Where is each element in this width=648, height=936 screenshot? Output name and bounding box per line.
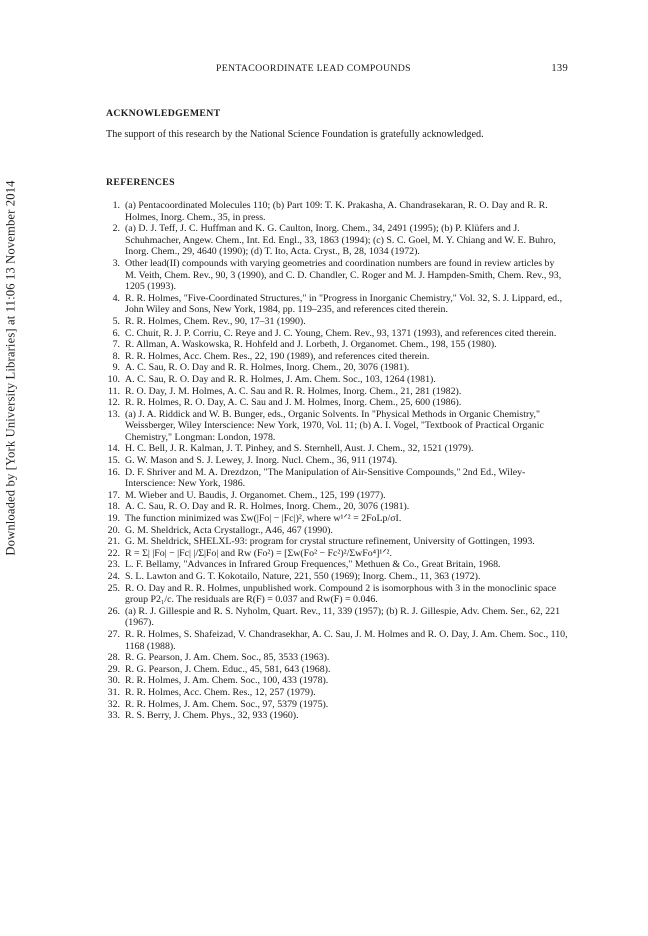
reference-number: 20. (107, 524, 120, 536)
reference-number: 30. (107, 675, 120, 687)
reference-text: R. G. Pearson, J. Am. Chem. Soc., 85, 3533 (1963). (125, 652, 330, 664)
reference-item (106, 652, 568, 664)
reference-number: 22. (107, 547, 120, 559)
reference-number: 18. (107, 501, 120, 513)
reference-text: A. C. Sau, R. O. Day and R. R. Holmes, Inorg. Chem., 20, 3076 (1981). (125, 362, 410, 374)
running-head (106, 63, 568, 77)
reference-item (106, 328, 568, 340)
reference-number: 14. (107, 443, 120, 455)
reference-item (106, 339, 568, 351)
reference-number: 13. (107, 408, 120, 420)
reference-number: 32. (107, 698, 120, 710)
reference-item (106, 258, 568, 293)
running-title: PENTACOORDINATE LEAD COMPOUNDS (216, 63, 411, 74)
reference-text: R. R. Holmes, "Five-Coordinated Structures," in "Progress in Inorganic Chemistry," Vol. 32, S. J. Lippard, ed., John Wiley and Sons, New York, 1984, pp. 119–235, and references cited therein. (125, 292, 563, 316)
reference-item (106, 664, 568, 676)
reference-item (106, 501, 568, 513)
reference-text: D. F. Shriver and M. A. Drezdzon, "The Manipulation of Air-Sensitive Compounds," 2nd Ed., Wiley-Interscience: New York, 1986. (125, 466, 526, 490)
reference-number: 23. (107, 559, 120, 571)
reference-text: A. C. Sau, R. O. Day and R. R. Holmes, Inorg. Chem., 20, 3076 (1981). (125, 501, 410, 513)
reference-number: 24. (107, 571, 120, 582)
reference-item (106, 467, 568, 490)
reference-text: G. M. Sheldrick, Acta Crystallogr., A46, 467 (1990). (125, 524, 333, 536)
reference-item (106, 675, 568, 687)
reference-text: S. L. Lawton and G. T. Kokotailo, Nature, 221, 550 (1969); Inorg. Chem., 11, 363 (1972). (125, 571, 481, 582)
reference-number: 3. (112, 257, 120, 269)
reference-text: R. R. Holmes, Acc. Chem. Res., 12, 257 (1979). (125, 686, 316, 698)
reference-number: 31. (107, 686, 120, 698)
reference-item (106, 223, 568, 258)
reference-number: 28. (107, 652, 120, 664)
page-content (106, 108, 568, 722)
reference-text: R. R. Holmes, J. Am. Chem. Soc., 100, 433 (1978). (125, 675, 329, 687)
reference-number: 11. (108, 385, 120, 397)
reference-item (106, 525, 568, 537)
reference-number: 21. (107, 536, 120, 548)
reference-item (106, 513, 568, 525)
reference-number: 25. (107, 582, 120, 594)
reference-item (106, 351, 568, 363)
reference-item (106, 629, 568, 652)
acknowledgement-text: The support of this research by the National Science Foundation is gratefully acknowledged. (106, 129, 484, 140)
reference-text: R. Allman, A. Waskowska, R. Hohfeld and J. Lorbeth, J. Organomet. Chem., 198, 155 (1980). (125, 339, 497, 351)
reference-number: 12. (107, 397, 120, 409)
reference-number: 7. (112, 339, 120, 351)
reference-text: (a) J. A. Riddick and W. B. Bunger, eds., Organic Solvents. In "Physical Methods in Organic Chemistry," Weissberger, Wiley Interscience: New York, 1970, Vol. 11; (b) A. I. Vogel, "Textbook of Practical Organic Chemistry," Longman: London, 1978. (125, 408, 544, 443)
reference-number: 4. (112, 292, 120, 304)
reference-item (106, 490, 568, 502)
reference-item (106, 548, 568, 560)
reference-text: R. R. Holmes, J. Am. Chem. Soc., 97, 5379 (1975). (125, 698, 329, 710)
reference-text: R. R. Holmes, Chem. Rev., 90, 17–31 (1990). (125, 315, 306, 327)
reference-item (106, 397, 568, 409)
reference-item (106, 200, 568, 223)
reference-text: R. O. Day, J. M. Holmes, A. C. Sau and R. R. Holmes, Inorg. Chem., 21, 281 (1982). (125, 385, 462, 397)
reference-item (106, 606, 568, 629)
reference-item (106, 293, 568, 316)
reference-number: 10. (107, 373, 120, 385)
reference-text: H. C. Bell, J. R. Kalman, J. T. Pinhey, and S. Sternhell, Aust. J. Chem., 32, 1521 (1979). (125, 443, 474, 455)
reference-number: 9. (112, 362, 120, 374)
reference-text: R. R. Holmes, S. Shafeizad, V. Chandrasekhar, A. C. Sau, J. M. Holmes and R. O. Day, J. Am. Chem. Soc., 110, 1168 (1988). (125, 628, 568, 652)
reference-text: Other lead(II) compounds with varying geometries and coordination numbers are found in review articles by M. Veith, Chem. Rev., 90, 3 (1990), and C. D. Chandler, C. Roger and M. J. Hampden-Smith, Chem. Rev., 93, 1205 (1993). (125, 257, 562, 293)
reference-number: 6. (112, 327, 120, 339)
reference-text: G. M. Sheldrick, SHELXL-93: program for crystal structure refinement, University of Gottingen, 1993. (125, 536, 535, 548)
reference-text: (a) Pentacoordinated Molecules 110; (b) Part 109: T. K. Prakasha, A. Chandrasekaran, R. O. Day and R. R. Holmes, Inorg. Chem., 35, in press. (125, 200, 548, 223)
reference-number: 5. (112, 315, 120, 327)
reference-list (106, 200, 568, 722)
reference-number: 17. (107, 489, 120, 501)
reference-item (106, 316, 568, 328)
reference-number: 33. (107, 710, 120, 722)
reference-text: (a) D. J. Teff, J. C. Huffman and K. G. Caulton, Inorg. Chem., 34, 2491 (1995); (b) P. Klüfers and J. Schuhmacher, Angew. Chem., Int. Ed. Engl., 33, 1863 (1994); (c) S. C. Goel, M. Y. Chiang and W. E. Buhro, Inorg. Chem., 29, 4640 (1990); (d) T. Ito, Acta. Cryst., B, 28, 1034 (1972). (125, 223, 556, 258)
reference-item (106, 559, 568, 571)
page-number: 139 (551, 63, 568, 74)
reference-item (106, 362, 568, 374)
reference-text: C. Chuit, R. J. P. Corriu, C. Reye and J. C. Young, Chem. Rev., 93, 1371 (1993), and references cited therein. (125, 327, 557, 339)
reference-item (106, 571, 568, 583)
reference-text: (a) R. J. Gillespie and R. S. Nyholm, Quart. Rev., 11, 339 (1957); (b) R. J. Gillespie, Adv. Chem. Ser., 62, 221 (1967). (125, 605, 561, 629)
references-heading: REFERENCES (106, 177, 175, 188)
reference-item (106, 583, 568, 606)
reference-item (106, 710, 568, 722)
reference-number: 15. (107, 455, 120, 467)
reference-text: L. F. Bellamy, "Advances in Infrared Group Frequences," Methuen & Co., Great Britain, 1968. (125, 559, 501, 571)
reference-item (106, 687, 568, 699)
reference-number: 16. (107, 466, 120, 478)
reference-item (106, 699, 568, 711)
reference-number: 19. (107, 513, 120, 525)
acknowledgement-heading: ACKNOWLEDGEMENT (106, 108, 221, 119)
reference-text: R. O. Day and R. R. Holmes, unpublished work. Compound 2 is isomorphous with 3 in the monoclinic space group P2₁/c. The residuals are R(F) = 0.037 and Rw(F) = 0.046. (125, 582, 557, 606)
download-watermark (0, 0, 22, 936)
reference-number: 27. (107, 628, 120, 640)
reference-text: R. S. Berry, J. Chem. Phys., 32, 933 (1960). (125, 710, 299, 722)
reference-text: The function minimized was Σw(|Fo| − |Fc|)², where w¹ᐟ² = 2FoLp/σI. (125, 513, 402, 525)
reference-item (106, 455, 568, 467)
reference-text: R. R. Holmes, R. O. Day, A. C. Sau and J. M. Holmes, Inorg. Chem., 25, 600 (1986). (125, 397, 462, 409)
reference-text: R = Σ| |Fo| − |Fc| |/Σ|Fo| and Rw (Fo²) = [Σw(Fo² − Fc²)²/ΣwFo⁴]¹ᐟ². (125, 547, 392, 559)
reference-number: 2. (112, 223, 120, 235)
reference-item (106, 536, 568, 548)
reference-item (106, 443, 568, 455)
reference-text: R. G. Pearson, J. Chem. Educ., 45, 581, 643 (1968). (125, 663, 331, 675)
reference-number: 8. (112, 350, 120, 362)
reference-text: R. R. Holmes, Acc. Chem. Res., 22, 190 (1989), and references cited therein. (125, 350, 430, 362)
reference-number: 29. (107, 663, 120, 675)
reference-item (106, 409, 568, 444)
reference-text: G. W. Mason and S. J. Lewey, J. Inorg. Nucl. Chem., 36, 911 (1974). (125, 455, 398, 467)
reference-item (106, 386, 568, 398)
reference-number: 1. (112, 200, 120, 211)
reference-text: A. C. Sau, R. O. Day and R. R. Holmes, J. Am. Chem. Soc., 103, 1264 (1981). (125, 373, 436, 385)
reference-item (106, 374, 568, 386)
reference-number: 26. (107, 605, 120, 617)
reference-text: M. Wieber and U. Baudis, J. Organomet. Chem., 125, 199 (1977). (125, 489, 386, 501)
download-watermark-text: Downloaded by [York University Libraries] at 11:06 13 November 2014 (3, 180, 18, 556)
